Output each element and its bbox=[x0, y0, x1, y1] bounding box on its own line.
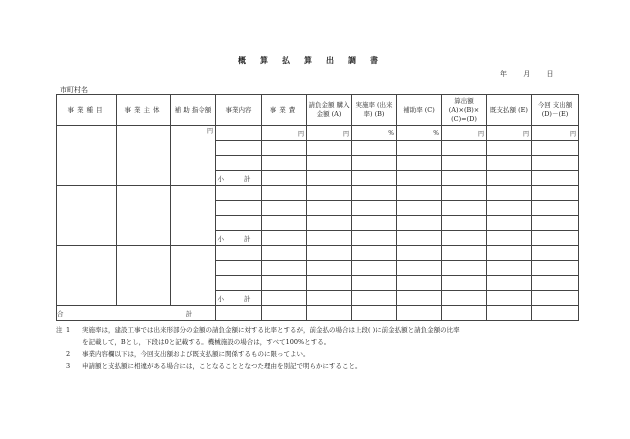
header-row bbox=[57, 95, 579, 126]
note-text: 申請額と支払額に相違がある場合には，ことなることとなつた理由を別記で明らかにすること。 bbox=[82, 362, 362, 370]
notes-section bbox=[56, 324, 596, 372]
cell-konkai-shishutsu[interactable] bbox=[532, 126, 579, 141]
note-text: 実施率は，建設工事では出来形部分の金額の請負金額に対する比率とするが，前金払の場合は上段( )に前金払額と請負金額の比率 bbox=[82, 326, 460, 334]
header-jissi-ritsu: 実施率 (出来率) (B) bbox=[352, 95, 397, 126]
cell-jigyohi[interactable] bbox=[262, 126, 307, 141]
table-row bbox=[57, 126, 579, 141]
header-konkai-shishutsu: 今回 支出額 (D)－(E) bbox=[532, 95, 579, 126]
note-continuation: を記載して，Bとし，下段は0と記載する。機械施設の場合は，すべて100%とする。 bbox=[82, 338, 331, 346]
header-ukeoi-kingaku: 請負金額 購入金額 (A) bbox=[307, 95, 352, 126]
cell-hojo-shitei-gaku[interactable] bbox=[171, 126, 216, 186]
note-number: 1 bbox=[66, 326, 71, 334]
header-jigyohi: 事業費 bbox=[262, 95, 307, 126]
note-number: 2 bbox=[66, 350, 71, 358]
unit-yen: 円 bbox=[477, 130, 484, 138]
unit-yen: 円 bbox=[522, 130, 529, 138]
subtotal-label: 小 計 bbox=[216, 231, 262, 246]
header-jigyo-shubetsu: 事業種目 bbox=[57, 95, 117, 126]
total-row bbox=[57, 306, 579, 321]
unit-percent: % bbox=[388, 129, 394, 137]
header-hojo-shitei-gaku: 補 助 指令額 bbox=[171, 95, 216, 126]
note-item bbox=[56, 324, 596, 336]
header-jigyo-naiyo: 事業内容 bbox=[216, 95, 262, 126]
unit-yen: 円 bbox=[297, 130, 304, 138]
document-title: 概算払算出調書 bbox=[238, 55, 392, 65]
table-row bbox=[57, 246, 579, 261]
note-text: 事業内容欄以下は，今回支出額および既支払額に関係するものに限ってよい。 bbox=[82, 350, 310, 358]
cell-hojo-ritsu[interactable] bbox=[397, 126, 442, 141]
unit-percent: % bbox=[433, 129, 439, 137]
cell-jissi-ritsu[interactable] bbox=[352, 126, 397, 141]
notes-prefix: 注 bbox=[56, 326, 63, 334]
cell-jigyo-shutai[interactable] bbox=[117, 126, 171, 186]
unit-yen: 円 bbox=[342, 130, 349, 138]
date-field: 年 月 日 bbox=[500, 70, 554, 78]
subtotal-label: 小 計 bbox=[216, 171, 262, 186]
note-number: 3 bbox=[66, 362, 71, 370]
header-hojo-ritsu: 補助率 (C) bbox=[397, 95, 442, 126]
subtotal-label: 小 計 bbox=[216, 291, 262, 306]
cell-ukeoi-kingaku[interactable] bbox=[307, 126, 352, 141]
municipality-label: 市町村名 bbox=[60, 86, 88, 94]
table-row bbox=[57, 186, 579, 201]
header-kishiharai-gaku: 既支払額 (E) bbox=[487, 95, 532, 126]
calculation-table bbox=[56, 94, 579, 321]
cell-jigyo-shubetsu[interactable] bbox=[57, 126, 117, 186]
cell-jigyo-naiyo[interactable] bbox=[216, 126, 262, 141]
header-jigyo-shutai: 事業主体 bbox=[117, 95, 171, 126]
cell-sanshutsu-gaku[interactable] bbox=[442, 126, 487, 141]
header-sanshutsu-gaku: 算出額 (A)×(B)× (C)=(D) bbox=[442, 95, 487, 126]
unit-yen: 円 bbox=[569, 130, 576, 138]
unit-yen: 円 bbox=[206, 128, 213, 135]
note-item bbox=[56, 348, 596, 360]
total-label: 合 計 bbox=[57, 306, 216, 321]
cell-kishiharai-gaku[interactable] bbox=[487, 126, 532, 141]
note-item bbox=[56, 360, 596, 372]
